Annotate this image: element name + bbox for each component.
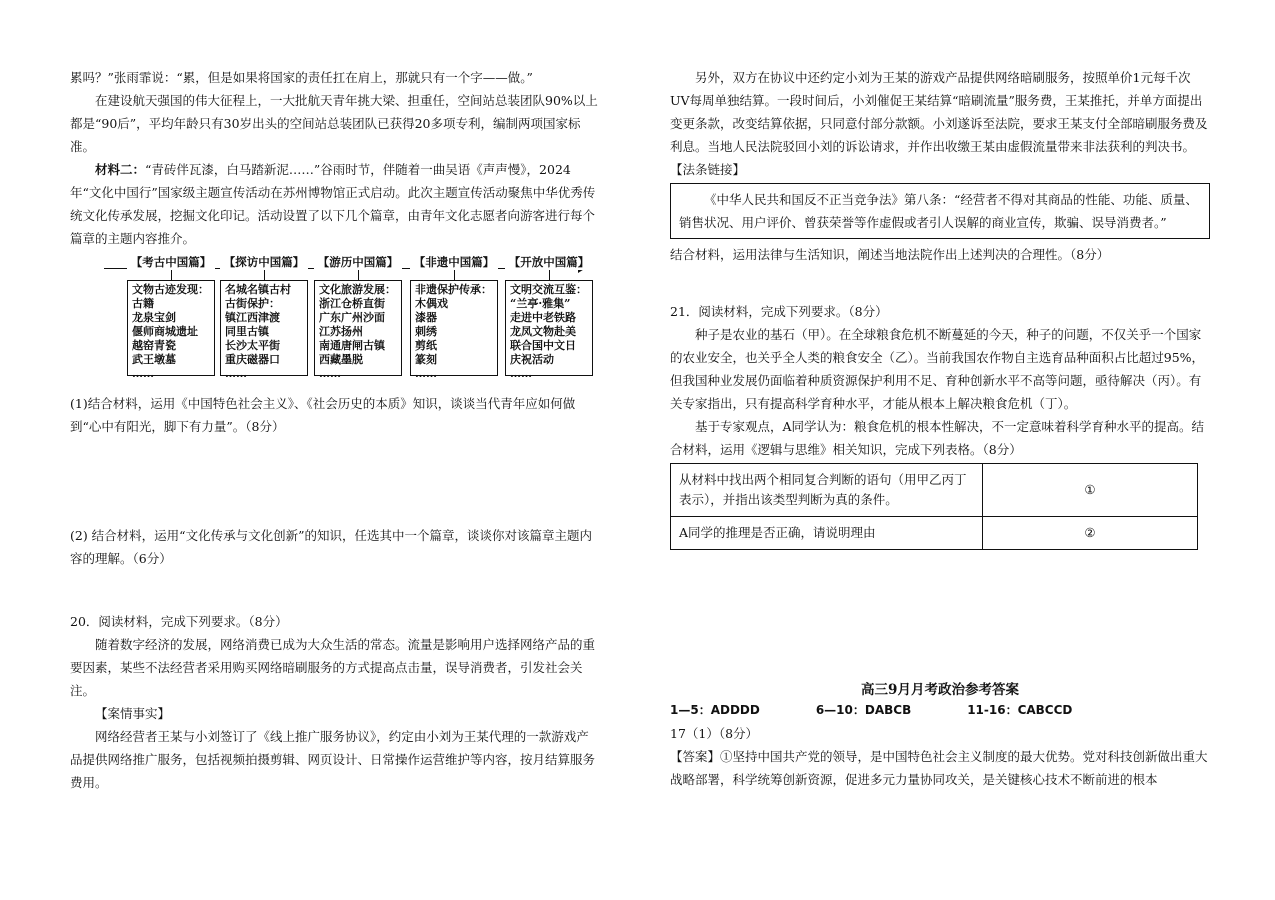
table-row [671,517,1198,550]
chapter-line: 南通唐闸古镇 [319,339,385,352]
chapter-line: 文物古迹发现： [132,283,209,296]
chapter-line: 西藏墨脱 [319,353,363,366]
timeline-stem [264,270,265,280]
timeline-item [220,254,308,380]
material-label: 材料二： [95,162,146,177]
chapter-line: …… [510,367,532,380]
answer-17-title: 17（1）（8分） [670,726,759,741]
chapter-line: 江苏扬州 [319,325,363,338]
chapter-line: 走进中老铁路 [510,311,576,324]
table-cell: ① [983,464,1198,517]
answer-text: ①坚持中国共产党的领导，是中国特色社会主义制度的最大优势。党对科技创新做出重大战略部署，科学统筹创新资源，促进多元力量协同攻关，是关键核心技术不断前进的根本 [670,749,1208,787]
timeline-item [410,254,498,380]
answer-17 [670,745,1210,791]
material-two [70,158,600,250]
paragraph: 累吗？”张雨霏说：“累，但是如果将国家的责任扛在肩上，那就只有一个字——做。” [70,70,533,85]
case-title: 【案情事实】 [95,706,171,721]
question-1: (1)结合材料，运用《中国特色社会主义》、《社会历史的本质》知识，谈谈当代青年应如何做到“心中有阳光，脚下有力量”。（8分） [70,396,576,434]
chapter-line: 庆祝活动 [510,353,554,366]
chapter-box [127,280,215,380]
answer-label: 【答案】 [670,749,721,764]
chapter-line: 刺绣 [415,325,437,338]
law-box [670,183,1210,239]
question-21-title: 21．阅读材料，完成下列要求。（8分） [670,304,888,319]
chapter-title: 【开放中国篇】 [505,254,593,270]
chapter-title: 【非遗中国篇】 [410,254,498,270]
timeline-item [505,254,593,380]
chapter-line: 名城名镇古村 [225,283,291,296]
left-column [70,66,600,794]
timeline-item [314,254,402,380]
paragraph: 在建设航天强国的伟大征程上，一大批航天青年挑大梁、担重任，空间站总装团队90%以上都是“90后”，平均年龄只有30岁出头的空间站总装团队已获得20多项专利，编制两项国家标准。 [70,93,598,154]
chapter-line: 浙江仓桥直街 [319,297,385,310]
chapter-line: 长沙太平街 [225,339,280,352]
chapter-line: 文化旅游发展： [319,283,396,296]
table-cell: 从材料中找出两个相同复合判断的语句（用甲乙丙丁表示），并指出该类型判断为真的条件。 [671,464,983,517]
chapter-box [505,280,593,380]
paragraph: 基于专家观点，A同学认为：粮食危机的根本性解决，不一定意味着科学育种水平的提高。结合材料，运用《逻辑与思维》相关知识，完成下列表格。（8分） [670,419,1205,457]
chapter-line: …… [319,367,341,380]
chapter-line: 龙凤文物赴美 [510,325,576,338]
chapter-line: 非遗保护传承： [415,283,492,296]
chapter-line: 木偶戏 [415,297,448,310]
chapter-title: 【探访中国篇】 [220,254,308,270]
chapter-timeline [70,254,590,384]
paragraph: 另外，双方在协议中还约定小刘为王某的游戏产品提供网络暗刷服务，按照单价1元每千次UV每周单独结算。一段时间后，小刘催促王某结算“暗刷流量”服务费，王某推托，并单方面提出变更条款，改变结算依据，只同意付部分款额。小刘遂诉至法院，要求王某支付全部暗刷服务费及利息。当地人民法院驳回小刘的诉讼请求，并作出收缴王某由虚假流量带来非法获利的判决书。 [670,70,1208,154]
chapter-line: 文明交流互鉴： [510,283,587,296]
chapter-box [410,280,498,380]
answer-group: 1—5：ADDDD [670,703,760,717]
paragraph: 随着数字经济的发展，网络消费已成为大众生活的常态。流量是影响用户选择网络产品的重要因素，某些不法经营者采用购买网络暗刷服务的方式提高点击量，误导消费者，引发社会关注。 [70,637,596,698]
chapter-line: 剪纸 [415,339,437,352]
chapter-line: …… [225,367,247,380]
answer-title: 高三9月月考政治参考答案 [861,682,1019,698]
paragraph: 网络经营者王某与小刘签订了《线上推广服务协议》，约定由小刘为王某代理的一款游戏产品提供网络推广服务，包括视频拍摄剪辑、网页设计、日常操作运营维护等内容，按月结算服务费用。 [70,729,596,790]
table-cell: A同学的推理是否正确，请说明理由 [671,517,983,550]
chapter-line: 镇江西津渡 [225,311,280,324]
chapter-line: 同里古镇 [225,325,269,338]
question-20-ask: 结合材料，运用法律与生活知识，阐述当地法院作出上述判决的合理性。（8分） [670,247,1110,262]
law-title: 【法条链接】 [670,162,746,177]
chapter-line: 越窑青瓷 [132,339,176,352]
right-column [670,66,1210,791]
timeline-item [127,254,215,380]
chapter-line: 重庆磁器口 [225,353,280,366]
chapter-box [314,280,402,380]
answer-table [670,463,1198,550]
timeline-stem [454,270,455,280]
chapter-line: 龙泉宝剑 [132,311,176,324]
law-text: 《中华人民共和国反不正当竞争法》第八条：“经营者不得对其商品的性能、功能、质量、销售状况、用户评价、曾获荣誉等作虚假或者引人误解的商业宣传，欺骗、误导消费者。” [679,192,1198,230]
table-row [671,464,1198,517]
chapter-line: 古籍 [132,297,154,310]
chapter-title: 【考古中国篇】 [127,254,215,270]
chapter-title: 【游历中国篇】 [314,254,402,270]
chapter-box [220,280,308,380]
chapter-line: 广东广州沙面 [319,311,385,324]
chapter-line: …… [415,367,437,380]
timeline-stem [358,270,359,280]
chapter-line: 漆器 [415,311,437,324]
question-2: (2) 结合材料，运用“文化传承与文化创新”的知识，任选其中一个篇章，谈谈你对该篇章主题内容的理解。（6分） [70,528,592,566]
material-text: “青砖伴瓦漆，白马踏新泥……”谷雨时节，伴随着一曲吴语《声声慢》，2024年“文化中国行”国家级主题宣传活动在苏州博物馆正式启动。此次主题宣传活动聚焦中华优秀传统文化传承发展，挖掘文化印记。活动设置了以下几个篇章，由青年文化志愿者向游客进行每个篇章的主题内容推介。 [70,162,596,246]
chapter-line: 联合国中文日 [510,339,576,352]
chapter-line: 古街保护： [225,297,280,310]
answer-group: 11-16：CABCCD [967,703,1073,717]
chapter-line: 偃师商城遗址 [132,325,198,338]
timeline-stem [171,270,172,280]
answer-group: 6—10：DABCB [815,703,912,717]
question-20-title: 20．阅读材料，完成下列要求。（8分） [70,614,288,629]
answer-key-row [670,698,1210,722]
chapter-line: 篆刻 [415,353,437,366]
chapter-line: “兰亭·雅集” [510,297,571,310]
table-cell: ② [983,517,1198,550]
paragraph: 种子是农业的基石（甲）。在全球粮食危机不断蔓延的今天，种子的问题，不仅关乎一个国家的农业安全，也关乎全人类的粮食安全（乙）。当前我国农作物自主选育品种面积占比超过95%，但我国种业发展仍面临着种质资源保护利用不足、育种创新水平不高等问题，亟待解决（丙）。有关专家指出，只有提高科学育种水平，才能从根本上解决粮食危机（丁）。 [670,327,1205,411]
chapter-line: …… [132,367,154,380]
timeline-stem [549,270,550,280]
chapter-line: 武王墩墓 [132,353,176,366]
